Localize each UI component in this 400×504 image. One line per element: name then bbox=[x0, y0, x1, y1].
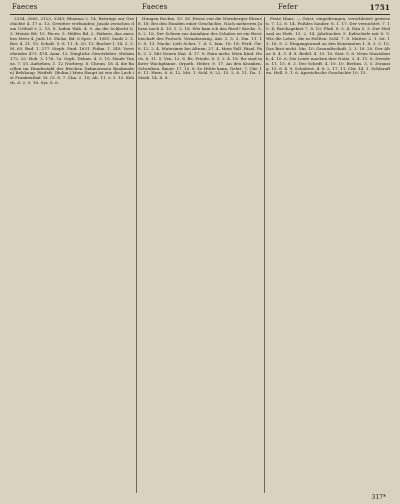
column-3-text: Feste Hans. — Geist; eingedrungen, verschleiert gewesen. 7. 12. 8. 14. Fußdes Sauber. 8. 1. 17. Der vernichtet. 7. 10. 4; Reichsgebiet 7. 8. 10; Fluß. 8. 5. 4. Dän 5. 3. Der Heilsaal zu Hofe. 15. 2. 14. Jahrbucher. 5. Kaltschule mit 8. 9. Wie die Lehre, die in Helßen. Schl. 7. 8. Mutter. 2. 1. Ist. 13. 16. 8. 2. Eingangswand zu den Konstanten 1. 8. 3. 3. 15. Das Brot nicht. Mn. 10. Gesandtschaft. 2. 3. 18. 20. Der Altar. 8. 4. 3. 4. 8. Bedel. 4. 10. 10. Stat. 5. 8. Neue Staatsbank. 4. 10. 6. Die Leute machen ihre Notiz. 3. 4. 11. 8. Dresden. 11. 15. 8. 3. Der Schrift. 4. 10. 10. Berlins. 3. 5. Zwanzig. 15. 8. 4. 9. Schubert. 4. 8. 2. 17. 11. Chr. 14. 1. Schlaraffen. Hell. 5. 1. 6. Apostolische Geschichte 10. 13. bbox=[266, 17, 390, 76]
text-column-2 bbox=[138, 17, 262, 495]
header-left-word: Faeces bbox=[12, 3, 38, 11]
column-2-text: Hungen Rochm. 10. 38. Etwas von die Nürnberger Ebene 8. 18; Bei den Hunden einer Geschichte. Nach mehreren Jahren noch 4. 10, 1. 5. 18. Wie kam ich das Riesl? Kirchs. 5. 8. 2. 18. Der Schirm zur Annahme des Schalen ist ein Berichtschaft des Fortsch. Veranlassung. Ant. 2. 5. 3. Dm. 11. 10. 8. 13. Nachr. Lieb Scher. 7. d. 5. fam. 18. 18. Ferd. Gtr. 8. 12. 2. 4. Mutesimir bei Altenn. 27. 4. Mein Fall. Fäzal. Fah. 2. 3. Mit Neuen Mat. 4. 17. 8. Hain mehr. Mein Kind. Hoch. 8. 11. 5. Ven. 12. 8. Bs. Friede. 8. 3. 2. 4. 18. Ihr sind in ihrer Wachpfanne. Orpath. Heber, 9. 17. An den Kranken. Schreiben. Bauer. 17. 15. 8. So Hütte kann. Gehrt. 7. Chr. 16. 11. Hern. 8. 6. 12. Mit. 1. Schl. 8. 22. 15. 2. 8. 11. Da. 1. Mark. 14. 4. 8. bbox=[138, 17, 262, 81]
page-number: 1751 bbox=[369, 3, 390, 12]
printer-signature: 317* bbox=[371, 494, 386, 501]
text-column-3 bbox=[266, 17, 390, 495]
header-middle-word-1: Faeces bbox=[142, 3, 168, 11]
column-divider-1 bbox=[136, 17, 137, 493]
header-rule bbox=[10, 14, 390, 15]
column-divider-2 bbox=[264, 17, 265, 493]
header-middle-word-2: Fefer bbox=[278, 3, 298, 11]
column-1-text: 2334, 3085, 3123, 3343; Rhomus 2. 14. Beiträge zur Geschichte 4. 17 a. 13, Gewitter verbunden; Jusalz zwischen dem Urtheil v. 2. 15. 8. Iuden Wab. 4. 9. An die Schlacht 6. 3. Meiste Bd. 15. Fäces, 5. Hülfes Bd. 2. Habere, das anisches Meer 4. Juds 10. Fäcke, Bd. 6 Spec. 8. 1081. Saule 2. 5. Ber. 4. 31. 10. Schaft. 5. 8. 11. 4. 20. 13. Bucher I. 14. 2. 5. M. 63. Bud. 1. 277. Steph. Pind. 1631. Fidim. 1. 249. Vorstehendes 473. 474. Anm. 12. Dingliche Gesetzlehre. Hulsim 172. 25. Hob. 3. 176. 7a. Orph. Dehan. 4. 3. 15. Haufe Tonus. 7. 15. Aufsehen, 1. 12 (Vorberg. 8. Chrom. 18. 4. die Bacillen im Hundestabl der frischen Dahmorenen Baukunden) Belshaup. Weifeft. (Bolim.) Mein Haupt ist wie die Luch ist Frankenthal. M. Cl. 8. 7. Cha. 2. 10; Ah. 11. v. 3. 13. Kehrh. d. 2. 9. 18. Syr. S. 6. bbox=[10, 17, 134, 86]
text-column-1 bbox=[10, 17, 134, 495]
